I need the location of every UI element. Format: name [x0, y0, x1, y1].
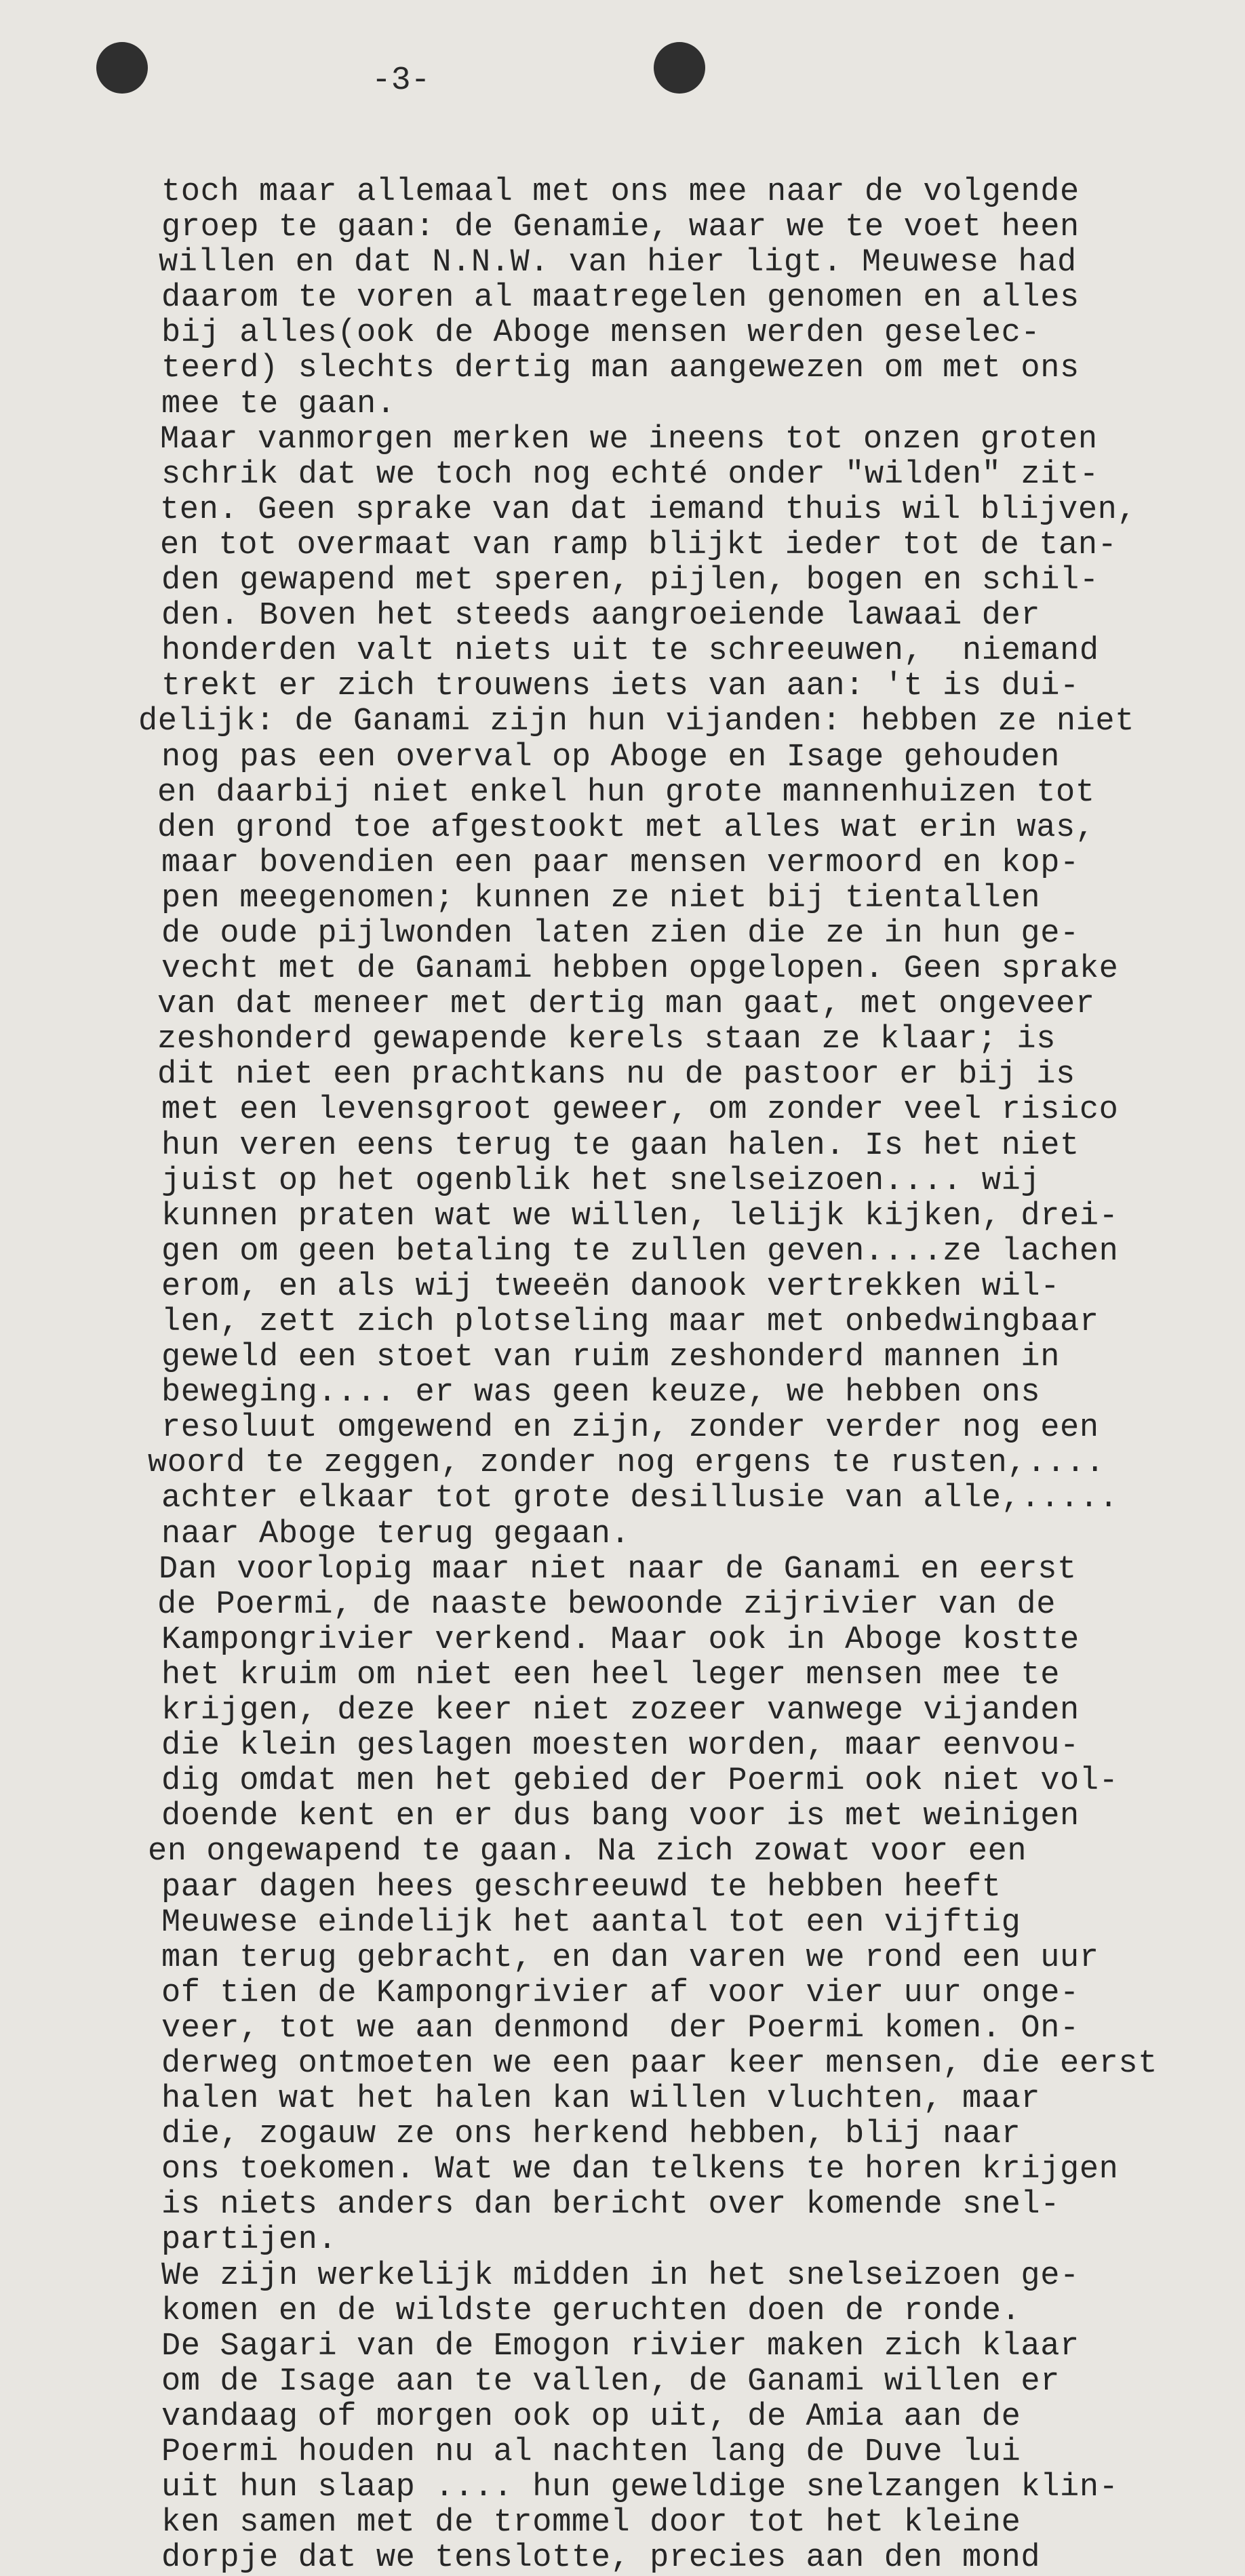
text-line: pen meegenomen; kunnen ze niet bij tientallen — [161, 880, 1041, 917]
text-line: woord te zeggen, zonder nog ergens te rusten,.... — [148, 1445, 1105, 1482]
text-line: ons toekomen. Wat we dan telkens te horen krijgen — [161, 2152, 1119, 2188]
text-line: vandaag of morgen ook op uit, de Amia aan de — [161, 2398, 1021, 2435]
text-line: paar dagen hees geschreeuwd te hebben heeft — [161, 1869, 1002, 1906]
text-line: en ongewapend te gaan. Na zich zowat voor een — [148, 1834, 1027, 1870]
text-line: den. Boven het steeds aangroeiende lawaai der — [161, 598, 1041, 635]
text-line: We zijn werkelijk midden in het snelseizoen ge- — [161, 2257, 1080, 2294]
text-line: Kampongrivier verkend. Maar ook in Aboge kostte — [161, 1622, 1080, 1658]
text-line: is niets anders dan bericht over komende snel- — [161, 2187, 1061, 2223]
text-line: Poermi houden nu al nachten lang de Duve lui — [161, 2434, 1021, 2470]
text-line: ken samen met de trommel door tot het kleine — [161, 2505, 1021, 2541]
text-line: nog pas een overval op Aboge en Isage gehouden — [161, 739, 1061, 776]
text-line: teerd) slechts dertig man aangewezen om met ons — [161, 350, 1080, 387]
text-line: trekt er zich trouwens iets van aan: 't is dui- — [161, 668, 1080, 705]
text-line: geweld een stoet van ruim zeshonderd mannen in — [161, 1340, 1061, 1376]
text-line: De Sagari van de Emogon rivier maken zich klaar — [161, 2328, 1080, 2364]
text-line: man terug gebracht, en dan varen we rond een uur — [161, 1939, 1099, 1976]
text-line: komen en de wildste geruchten doen de ronde. — [161, 2293, 1021, 2329]
text-line: krijgen, deze keer niet zozeer vanwege vijanden — [161, 1693, 1080, 1729]
text-line: van dat meneer met dertig man gaat, met ongeveer — [157, 986, 1095, 1023]
text-line: halen wat het halen kan willen vluchten, maar — [161, 2081, 1041, 2118]
text-line: juist op het ogenblik het snelseizoen.... wij — [161, 1163, 1041, 1199]
typed-text-body — [138, 174, 1233, 2576]
text-line: die, zogauw ze ons herkend hebben, blij naar — [161, 2116, 1021, 2153]
text-line: Maar vanmorgen merken we ineens tot onzen groten — [160, 421, 1098, 458]
text-line: resoluut omgewend en zijn, zonder verder nog een — [161, 1410, 1099, 1447]
text-line: en tot overmaat van ramp blijkt ieder tot de tan- — [160, 527, 1118, 563]
text-line: bij alles(ook de Aboge mensen werden geselec- — [161, 315, 1041, 352]
text-line: en daarbij niet enkel hun grote mannenhuizen tot — [157, 774, 1095, 811]
text-line: derweg ontmoeten we een paar keer mensen, die eerst — [161, 2045, 1158, 2082]
text-line: honderden valt niets uit te schreeuwen, niemand — [161, 633, 1099, 670]
text-line: veer, tot we aan denmond der Poermi komen. On- — [161, 2010, 1080, 2047]
text-line: om de Isage aan te vallen, de Ganami willen er — [161, 2363, 1061, 2400]
text-line: naar Aboge terug gegaan. — [161, 1516, 631, 1552]
text-line: Dan voorlopig maar niet naar de Ganami en eerst — [159, 1551, 1077, 1588]
text-line: dorpje dat we tenslotte, precies aan den mond — [161, 2540, 1041, 2576]
text-line: met een levensgroot geweer, om zonder veel risico — [161, 1092, 1119, 1129]
text-line: die klein geslagen moesten worden, maar eenvou- — [161, 1728, 1080, 1765]
punch-hole-right — [654, 42, 705, 94]
text-line: maar bovendien een paar mensen vermoord en kop- — [161, 845, 1080, 881]
punch-hole-left — [96, 42, 148, 94]
text-line: ten. Geen sprake van dat iemand thuis wil blijven, — [160, 491, 1137, 528]
text-line: den grond toe afgestookt met alles wat erin was, — [157, 809, 1095, 846]
text-line: delijk: de Ganami zijn hun vijanden: hebben ze niet — [138, 704, 1135, 740]
text-line: mee te gaan. — [161, 386, 396, 422]
text-line: partijen. — [161, 2222, 338, 2259]
text-line: gen om geen betaling te zullen geven....ze lachen — [161, 1233, 1119, 1270]
text-line: achter elkaar tot grote desillusie van alle,..... — [161, 1481, 1119, 1517]
text-line: willen en dat N.N.W. van hier ligt. Meuwese had — [159, 245, 1077, 281]
text-line: erom, en als wij tweeën danook vertrekken wil- — [161, 1268, 1061, 1305]
page-number: -3- — [372, 62, 431, 99]
text-line: dig omdat men het gebied der Poermi ook niet vol- — [161, 1763, 1119, 1800]
text-line: groep te gaan: de Genamie, waar we te voet heen — [161, 209, 1080, 246]
text-line: den gewapend met speren, pijlen, bogen en schil- — [161, 563, 1099, 599]
text-line: doende kent en er dus bang voor is met weinigen — [161, 1798, 1080, 1835]
text-line: kunnen praten wat we willen, lelijk kijken, drei- — [161, 1198, 1119, 1234]
text-line: len, zett zich plotseling maar met onbedwingbaar — [161, 1304, 1099, 1340]
text-line: of tien de Kampongrivier af voor vier uur onge- — [161, 1975, 1080, 2011]
text-line: het kruim om niet een heel leger mensen mee te — [161, 1657, 1061, 1693]
text-line: zeshonderd gewapende kerels staan ze klaar; is — [157, 1022, 1056, 1058]
text-line: de Poermi, de naaste bewoonde zijrivier van de — [157, 1586, 1056, 1623]
text-line: toch maar allemaal met ons mee naar de volgende — [161, 174, 1080, 210]
text-line: uit hun slaap .... hun geweldige snelzangen klin- — [161, 2470, 1119, 2506]
text-line: dit niet een prachtkans nu de pastoor er bij is — [157, 1057, 1075, 1093]
text-line: vecht met de Ganami hebben opgelopen. Geen sprake — [161, 951, 1119, 988]
text-line: daarom te voren al maatregelen genomen en alles — [161, 280, 1080, 317]
text-line: Meuwese eindelijk het aantal tot een vijftig — [161, 1904, 1021, 1941]
text-line: hun veren eens terug te gaan halen. Is het niet — [161, 1127, 1080, 1164]
text-line: schrik dat we toch nog echté onder "wilden" zit- — [161, 456, 1099, 493]
text-line: de oude pijlwonden laten zien die ze in hun ge- — [161, 915, 1080, 952]
text-line: beweging.... er was geen keuze, we hebben ons — [161, 1375, 1041, 1411]
